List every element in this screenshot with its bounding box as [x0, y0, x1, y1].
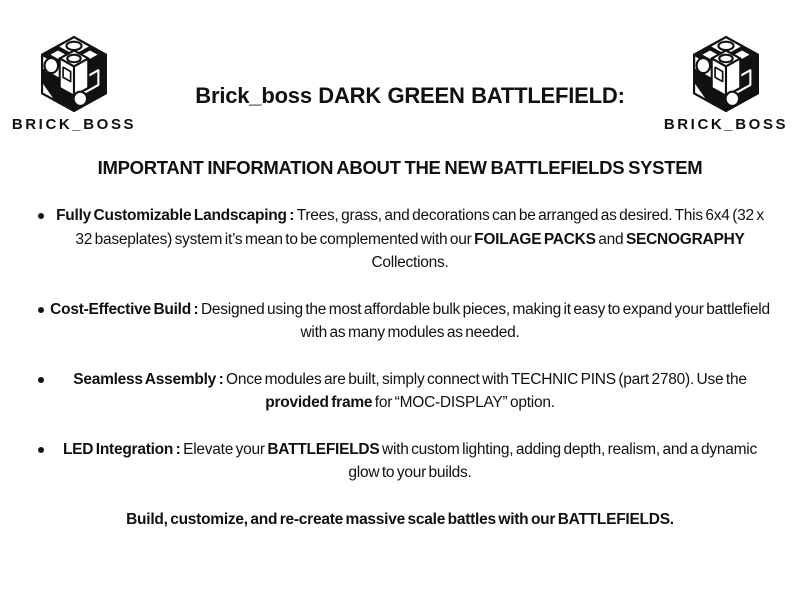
bullet-text-cost: Cost-Effective Build : Designed using the most affordable bulk pieces, making it easy to expand your battlefield with as many modules as needed. — [50, 300, 770, 341]
bullet-text-led: LED Integration : Elevate your BATTLEFIELDS with custom lighting, adding depth, realism, and a dynamic glow to your builds. — [62, 440, 758, 481]
bullet-marker — [38, 307, 44, 313]
bullet-text-assembly: Seamless Assembly : Once modules are built, simply connect with TECHNIC PINS (part 2780). Use the provided frame for “MOC-DISPLAY” option. — [73, 370, 747, 411]
brand-logo-right — [658, 33, 794, 133]
section-heading: IMPORTANT INFORMATION ABOUT THE NEW BATTLEFIELDS SYSTEM — [97, 157, 703, 178]
bullet-item-led — [0, 438, 800, 485]
document-content — [0, 157, 800, 531]
brand-logo-left — [6, 33, 142, 133]
bullet-item-landscaping — [0, 204, 800, 275]
bullet-item-cost — [0, 298, 800, 345]
bullet-text-landscaping: Fully Customizable Landscaping : Trees, grass, and decorations can be arranged as desired. This 6x4 (32 x 32 baseplates) system it’s mean to be complemented with our FOILAGE PACKS and SECNOGRAPHY Collections. — [56, 207, 764, 271]
bullet-marker — [38, 447, 44, 453]
brick-cube-logo-icon — [684, 33, 768, 115]
brand-wordmark-right: BRICK_BOSS — [663, 116, 789, 133]
closing-statement: Build, customize, and re-create massive scale battles with our BATTLEFIELDS. — [126, 510, 674, 528]
bullet-marker — [38, 213, 44, 219]
page-title: Brick_boss DARK GREEN BATTLEFIELD: — [195, 83, 625, 108]
bullet-marker — [38, 377, 44, 383]
bullet-item-assembly — [0, 368, 800, 415]
brand-wordmark-left: BRICK_BOSS — [11, 116, 137, 133]
brick-cube-logo-icon — [32, 33, 116, 115]
